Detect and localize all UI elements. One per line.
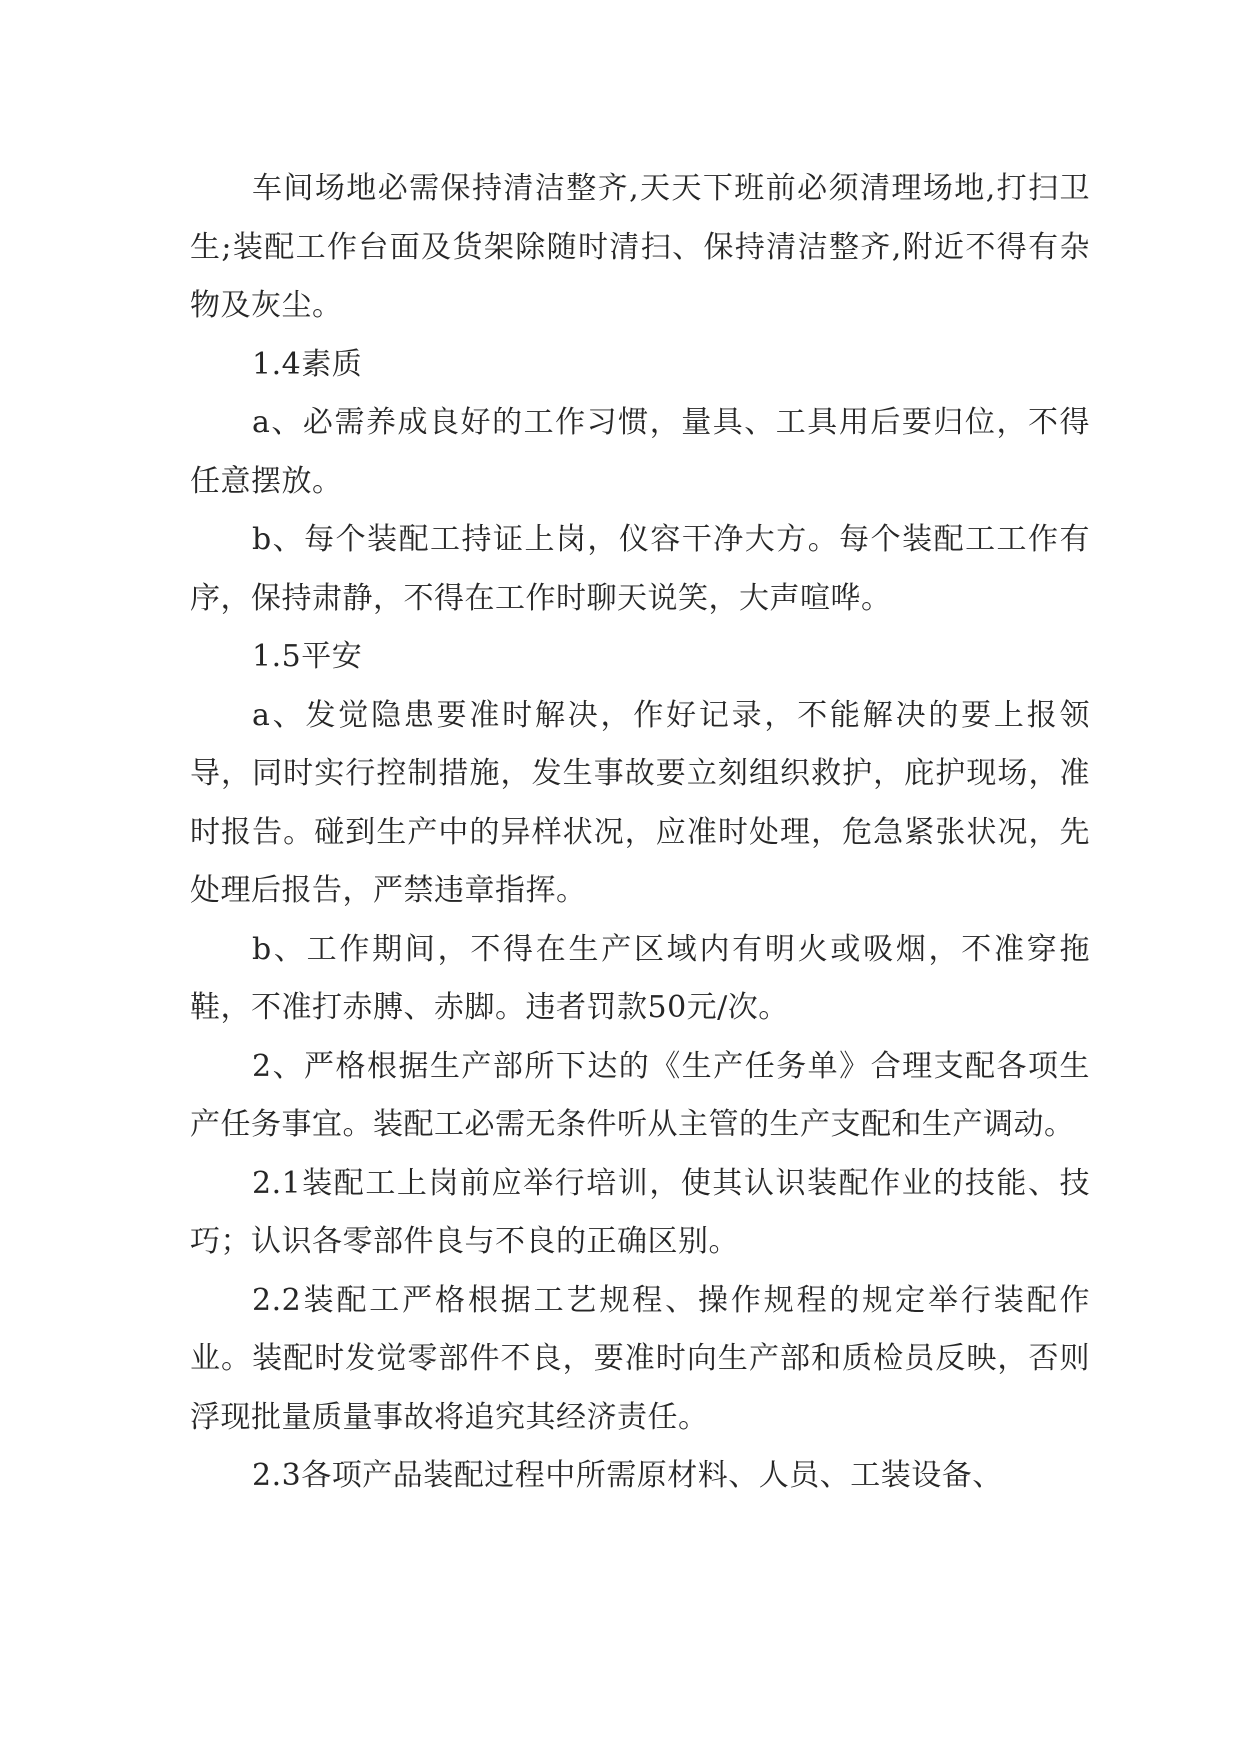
heading-1-5-safety: 1.5平安 <box>252 639 363 674</box>
paragraph-2-3: 2.3各项产品装配过程中所需原材料、人员、工装设备、 <box>252 1458 1003 1493</box>
paragraph-1-4-a: a、必需养成良好的工作习惯，量具、工具用后要归位，不得任意摆放。 <box>190 405 1090 499</box>
paragraph-2-1: 2.1装配工上岗前应举行培训，使其认识装配作业的技能、技巧；认识各零部件良与不良的正确区别。 <box>190 1165 1090 1259</box>
paragraph-2: 2、严格根据生产部所下达的《生产任务单》合理支配各项生产任务事宜。装配工必需无条件听从主管的生产支配和生产调动。 <box>190 1048 1090 1142</box>
paragraph-2-2: 2.2装配工严格根据工艺规程、操作规程的规定举行装配作业。装配时发觉零部件不良，要准时向生产部和质检员反映，否则浮现批量质量事故将追究其经济责任。 <box>190 1282 1090 1435</box>
document-body <box>190 160 1090 1506</box>
paragraph-1-5-a: a、发觉隐患要准时解决，作好记录，不能解决的要上报领导，同时实行控制措施，发生事故要立刻组织救护，庇护现场，准时报告。碰到生产中的异样状况，应准时处理，危急紧张状况，先处理后报告，严禁违章指挥。 <box>190 697 1090 908</box>
paragraph-1-4-b: b、每个装配工持证上岗，仪容干净大方。每个装配工工作有序，保持肃静，不得在工作时聊天说笑，大声喧哗。 <box>190 522 1090 616</box>
paragraph-workshop-cleanliness: 车间场地必需保持清洁整齐,天天下班前必须清理场地,打扫卫生;装配工作台面及货架除随时清扫、保持清洁整齐,附近不得有杂物及灰尘。 <box>190 171 1090 323</box>
paragraph-1-5-b: b、工作期间，不得在生产区域内有明火或吸烟，不准穿拖鞋，不准打赤膊、赤脚。违者罚款50元/次。 <box>190 931 1090 1025</box>
heading-1-4-quality: 1.4素质 <box>252 346 363 382</box>
